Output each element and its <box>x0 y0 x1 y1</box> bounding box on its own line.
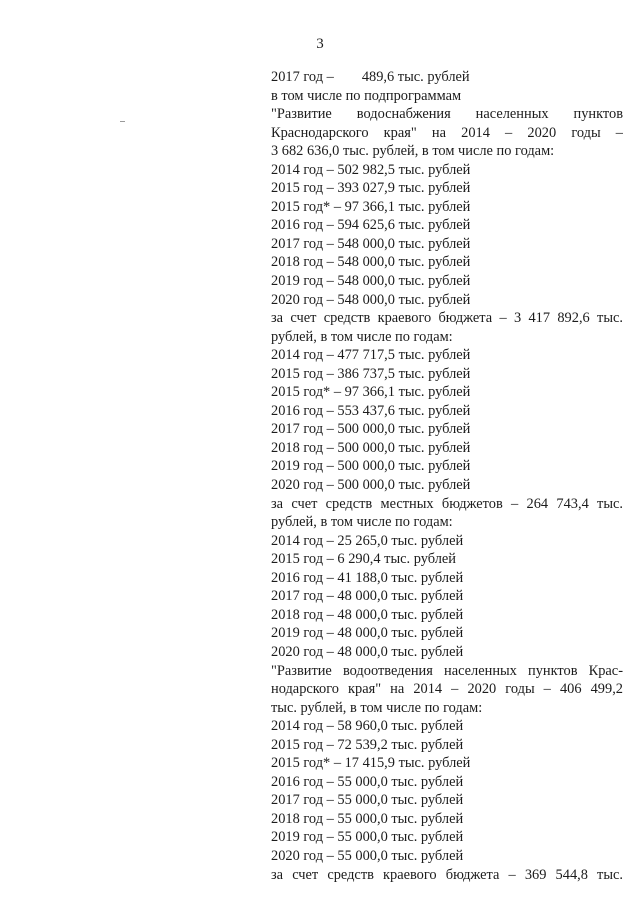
text-line <box>271 105 623 124</box>
text-line <box>271 253 623 272</box>
line-text: 2018 год – 548 000,0 тыс. рублей <box>271 254 471 271</box>
text-line <box>271 365 623 384</box>
text-line <box>271 68 623 87</box>
line-text: 2018 год – 55 000,0 тыс. рублей <box>271 810 464 827</box>
text-line <box>271 161 623 180</box>
text-line <box>271 513 623 532</box>
line-value: 489,6 тыс. рублей <box>361 69 470 85</box>
line-text: 2015 год* – 97 366,1 тыс. рублей <box>271 198 471 215</box>
line-text: 2016 год – 41 188,0 тыс. рублей <box>271 569 464 586</box>
text-line <box>271 662 623 681</box>
text-line <box>271 532 623 551</box>
line-text: 2020 год – 55 000,0 тыс. рублей <box>271 847 464 864</box>
line-text: 2015 год – 386 737,5 тыс. рублей <box>271 365 471 382</box>
line-text: Краснодарского края" на 2014 – 2020 годы – <box>271 124 623 141</box>
text-line <box>271 847 623 866</box>
document-body <box>271 68 623 884</box>
text-line <box>271 291 623 310</box>
text-line <box>271 87 623 106</box>
line-text: 2020 год – 500 000,0 тыс. рублей <box>271 477 471 494</box>
line-text: нодарского края" на 2014 – 2020 годы – 406 499,2 <box>271 681 623 698</box>
text-line <box>271 476 623 495</box>
text-line <box>271 587 623 606</box>
line-text: 2017 год – 548 000,0 тыс. рублей <box>271 235 471 252</box>
page-number: 3 <box>316 36 324 52</box>
text-line <box>271 810 623 829</box>
text-line <box>271 754 623 773</box>
line-text: 2015 год* – 97 366,1 тыс. рублей <box>271 384 471 401</box>
line-text: 2019 год – 55 000,0 тыс. рублей <box>271 829 464 846</box>
line-text: 2016 год – 55 000,0 тыс. рублей <box>271 773 464 790</box>
line-text: за счет средств краевого бюджета – 3 417 892,6 тыс. <box>271 310 623 327</box>
line-text: 2015 год* – 17 415,9 тыс. рублей <box>271 755 471 772</box>
text-line <box>271 235 623 254</box>
line-text: 2020 год – 548 000,0 тыс. рублей <box>271 291 471 308</box>
text-line <box>271 420 623 439</box>
text-line <box>271 866 623 885</box>
line-text: 2017 год – 48 000,0 тыс. рублей <box>271 588 464 605</box>
line-text: за счет средств краевого бюджета – 369 544,8 тыс. <box>271 866 623 883</box>
line-text: 2016 год – 594 625,6 тыс. рублей <box>271 217 471 234</box>
text-line <box>271 791 623 810</box>
line-text: 2018 год – 500 000,0 тыс. рублей <box>271 439 471 456</box>
text-line <box>271 606 623 625</box>
line-text: 2019 год – 48 000,0 тыс. рублей <box>271 625 464 642</box>
line-text: рублей, в том числе по годам: <box>271 328 453 345</box>
line-text: 2016 год – 553 437,6 тыс. рублей <box>271 402 471 419</box>
text-line <box>271 198 623 217</box>
line-text: тыс. рублей, в том числе по годам: <box>271 699 483 716</box>
line-text: 2020 год – 48 000,0 тыс. рублей <box>271 643 464 660</box>
line-text: за счет средств местных бюджетов – 264 743,4 тыс. <box>271 495 623 512</box>
line-text: 2014 год – 502 982,5 тыс. рублей <box>271 161 471 178</box>
text-line <box>271 495 623 514</box>
text-line <box>271 680 623 699</box>
text-line <box>271 550 623 569</box>
line-text: 2019 год – 548 000,0 тыс. рублей <box>271 273 471 290</box>
text-line <box>271 346 623 365</box>
line-text: 2017 год – <box>271 69 334 85</box>
line-text: 2014 год – 25 265,0 тыс. рублей <box>271 532 464 549</box>
text-line <box>271 773 623 792</box>
text-line <box>271 828 623 847</box>
text-line <box>271 309 623 328</box>
text-line <box>271 699 623 718</box>
text-line <box>271 402 623 421</box>
text-line <box>271 439 623 458</box>
line-text: "Развитие водоотведения населенных пунктов Крас- <box>271 662 623 679</box>
text-line <box>271 179 623 198</box>
line-text: 2014 год – 58 960,0 тыс. рублей <box>271 718 464 735</box>
line-text: в том числе по подпрограммам <box>271 87 462 104</box>
line-text: 2019 год – 500 000,0 тыс. рублей <box>271 458 471 475</box>
text-line <box>271 717 623 736</box>
line-text: 2014 год – 477 717,5 тыс. рублей <box>271 347 471 364</box>
text-line <box>271 272 623 291</box>
text-line <box>271 142 623 161</box>
line-text: 2017 год – 55 000,0 тыс. рублей <box>271 792 464 809</box>
text-line <box>271 124 623 143</box>
text-line <box>271 328 623 347</box>
text-line <box>271 624 623 643</box>
text-line <box>271 457 623 476</box>
text-line <box>271 216 623 235</box>
line-text: 2015 год – 6 290,4 тыс. рублей <box>271 551 456 568</box>
text-line <box>271 643 623 662</box>
line-text: 2015 год – 72 539,2 тыс. рублей <box>271 736 464 753</box>
line-text: рублей, в том числе по годам: <box>271 514 453 531</box>
text-line <box>271 736 623 755</box>
margin-mark <box>120 121 125 122</box>
line-text: 3 682 636,0 тыс. рублей, в том числе по годам: <box>271 143 555 160</box>
line-text: 2018 год – 48 000,0 тыс. рублей <box>271 606 464 623</box>
line-text: 2015 год – 393 027,9 тыс. рублей <box>271 180 471 197</box>
line-text: 2017 год – 500 000,0 тыс. рублей <box>271 421 471 438</box>
line-text: "Развитие водоснабжения населенных пунктов <box>271 106 623 123</box>
text-line <box>271 383 623 402</box>
text-line <box>271 569 623 588</box>
